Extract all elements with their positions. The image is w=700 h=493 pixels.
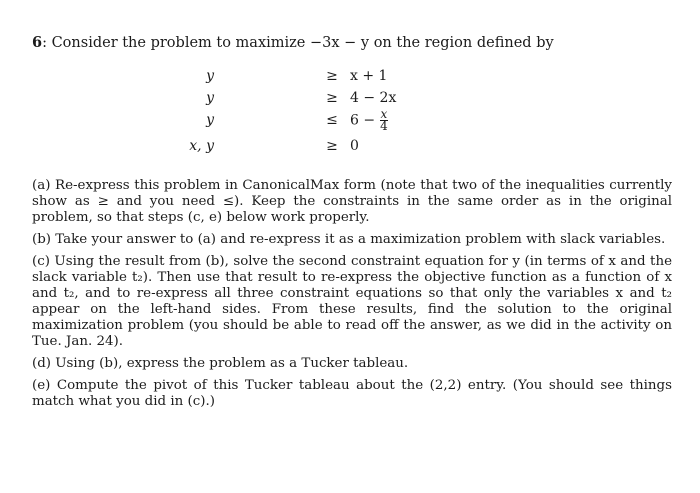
part-a: (a) Re-express this problem in CanonicalMax form (note that two of the inequalities currently show as ≥ and you need ≤). Keep the constraints in the same order as in the original problem, so that steps (c, e) below work properly. bbox=[32, 178, 672, 225]
fraction bbox=[380, 109, 389, 132]
constraint-rhs-prefix: 6 − bbox=[350, 112, 380, 129]
problem-number: 6 bbox=[32, 34, 43, 51]
problem-parts bbox=[32, 178, 672, 416]
constraint-rhs: 0 bbox=[350, 138, 359, 154]
constraint-relation: ≥ bbox=[326, 68, 338, 84]
fraction-denominator: 4 bbox=[380, 119, 388, 133]
fraction-numerator: x bbox=[380, 107, 388, 121]
constraint-rhs: x + 1 bbox=[350, 68, 388, 84]
part-d: (d) Using (b), express the problem as a Tucker tableau. bbox=[32, 356, 409, 371]
part-b: (b) Take your answer to (a) and re-express it as a maximization problem with slack variables. bbox=[32, 232, 666, 247]
constraint-rhs: 4 − 2x bbox=[350, 90, 397, 106]
constraint-relation: ≤ bbox=[326, 112, 338, 128]
part-c: (c) Using the result from (b), solve the second constraint equation for y (in terms of x and the slack variable t₂). Then use that result to re-express the objective function as a function of x and t₂, and to re-express all three constraint equations so that only the variables x and t₂ appear on the left-hand sides. From these results, find the solution to the original maximization problem (you should be able to read off the answer, as we did in the activity on Tue. Jan. 24). bbox=[32, 254, 672, 349]
constraint-lhs: y bbox=[206, 112, 214, 128]
part-e: (e) Compute the pivot of this Tucker tableau about the (2,2) entry. (You should see things match what you did in (c).) bbox=[32, 378, 672, 409]
constraint-relation: ≥ bbox=[326, 90, 338, 106]
problem-heading bbox=[32, 34, 554, 52]
constraint-lhs: y bbox=[206, 68, 214, 84]
constraint-lhs: y bbox=[206, 90, 214, 106]
constraint-lhs: x, y bbox=[189, 138, 214, 154]
constraint-rhs bbox=[350, 109, 388, 132]
problem-heading-text: : Consider the problem to maximize −3x − y on the region defined by bbox=[42, 35, 554, 51]
constraint-relation: ≥ bbox=[326, 138, 338, 154]
